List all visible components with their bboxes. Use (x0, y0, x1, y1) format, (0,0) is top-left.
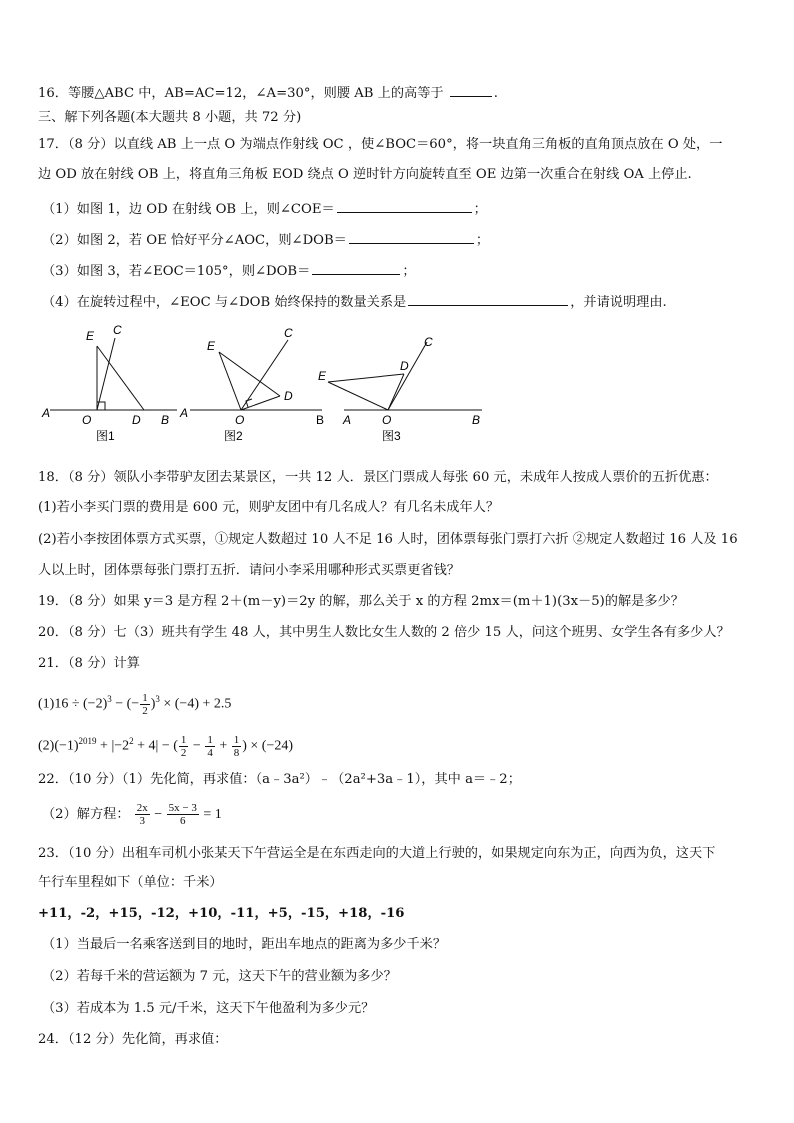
q18-line2: (1)若小李买门票的费用是 600 元，则驴友团中有几名成人？有几名未成年人？ (38, 500, 500, 515)
q23-part2: （2）若每千米的营运额为 7 元，这天下午的营业额为多少？ (42, 969, 397, 984)
q16-tail: . (493, 86, 498, 101)
q22-part1: 22．（10 分）（1）先化简，再求值：（a﹣3a²）﹣（2a²+3a﹣1），其中 a＝﹣2； (38, 772, 521, 787)
fig1-label-O: O (82, 413, 92, 427)
q17-part4 (42, 291, 667, 313)
fig2-label-D: D (284, 389, 293, 403)
fig1-label-E: E (86, 329, 95, 343)
fig1-label-D: D (132, 413, 141, 427)
q21-e2-mid: + |−2 (96, 738, 130, 754)
q17-part4-text: （4）在旋转过程中，∠EOC 与∠DOB 始终保持的数量关系是 (42, 295, 407, 310)
q21-e1-num: 1 (142, 691, 148, 704)
fig2-label-O: O (235, 413, 245, 427)
q17-part3-text: （3）如图 3，若∠EOC＝105°，则∠DOB＝ (42, 264, 311, 279)
q17-part3-end: ； (402, 264, 416, 279)
q17-part3-blank[interactable] (312, 260, 400, 275)
q21-e2-tail: ) × (−24) (242, 738, 293, 754)
figure-1 (50, 338, 177, 410)
q17-part1-end: ； (473, 202, 487, 217)
q21-e2-frac1: $\frac{1}{2}$ (180, 733, 187, 759)
q21-e2-pre: (2)(−1) (38, 738, 79, 754)
q23-part1: （1）当最后一名乘客送到目的地时，距出车地点的距离为多少千米？ (42, 937, 447, 952)
q21-e2-exp1: 2019 (78, 736, 97, 746)
q17-part2-text: （2）如图 2，若 OE 恰好平分∠AOC，则∠DOB＝ (42, 233, 347, 248)
fig1-label-A: A (42, 406, 51, 420)
q22-part2-label: （2）解方程： (42, 807, 130, 822)
q21-e1-tail: × (−4) + 2.5 (159, 696, 232, 712)
q17-part1-text: （1）如图 1，边 OD 在射线 OB 上，则∠COE＝ (42, 202, 335, 217)
q17-part4-end: ，并请说明理由. (570, 295, 667, 310)
q21-expr2: $(2)(-1)^{2019} + |-2^2 + 4|$ − ( $\frac{1}{2}$ − $\frac{1}{4}$ + $\frac{1}{8}$ ) × (−24) (38, 733, 293, 759)
q17-part4-blank[interactable] (408, 291, 568, 306)
fig2-caption: 图2 (224, 429, 243, 443)
q21-expr1 (38, 684, 231, 720)
q21-heading: 21．（8 分）计算 (38, 656, 140, 671)
q17-part1-blank[interactable] (337, 198, 472, 213)
question-16 (38, 82, 498, 104)
q21-e1-post: ) (150, 696, 156, 712)
q23-line2: 午行车里程如下（单位：千米） (38, 875, 223, 890)
fig3-label-E: E (318, 369, 327, 383)
q17-line1: 17．（8 分）以直线 AB 上一点 O 为端点作射线 OC ，使∠BOC＝60°，将一块直角三角板的直角顶点放在 O 处，一 (38, 137, 723, 152)
question-19: 19．（8 分）如果 y＝3 是方程 2＋(m－y)＝2y 的解，那么关于 x 的方程 2mx＝(m＋1)(3x－5)的解是多少？ (38, 594, 684, 609)
q17-figures (32, 318, 502, 448)
q23-mileage-data: +11，-2，+15，-12，+10，-11，+5，-15，+18，-16 (38, 906, 405, 921)
q22-frac2: $\frac{5x - 3}{6}$ (168, 802, 197, 828)
fig3-label-C: C (424, 335, 433, 349)
fig2-label-C: C (284, 326, 293, 340)
q16-answer-blank[interactable] (450, 82, 492, 97)
q22-part2 (42, 800, 222, 830)
fig3-label-D: D (400, 359, 409, 373)
q21-e1-frac (140, 692, 150, 717)
q23-part3: （3）若成本为 1.5 元/千米，这天下午他盈利为多少元？ (42, 1001, 375, 1016)
q21-e1-den: 2 (142, 704, 148, 717)
q21-e1-exp1: 3 (107, 694, 112, 704)
q22-equation: $\frac{2x}{3}$ − $\frac{5x - 3}{6}$ = 1 (136, 802, 222, 828)
q21-e1-exp2: 3 (155, 694, 160, 704)
fig1-label-B: B (161, 413, 170, 427)
q21-e2-frac2: $\frac{1}{4}$ (207, 733, 213, 759)
figure-3 (328, 342, 482, 410)
fig3-label-A: A (343, 413, 352, 427)
q17-part2 (42, 229, 489, 251)
q16-text: 16．等腰△ABC 中，AB=AC=12，∠A=30°，则腰 AB 上的高等于 (38, 86, 444, 101)
fig3-label-O: O (382, 413, 392, 427)
q18-line3: (2)若小李按团体票方式买票，①规定人数超过 10 人不足 16 人时，团体票每张门票打六折 ②规定人数超过 16 人及 16 (38, 532, 738, 547)
q18-line4: 人以上时，团体票每张门票打五折．请问小李采用哪种形式买票更省钱？ (38, 563, 460, 578)
fig1-caption: 图1 (96, 429, 115, 443)
q17-part2-blank[interactable] (349, 229, 474, 244)
question-20: 20．（8 分）七（3）班共有学生 48 人，其中男生人数比女生人数的 2 倍少 15 人，问这个班男、女学生各有多少人？ (38, 625, 730, 640)
q21-e1-pre: (1)16 ÷ (−2) (38, 696, 108, 712)
q17-line2: 边 OD 放在射线 OB 上，将直角三角板 EOD 绕点 O 逆时针方向旋转直至 OE 边第一次重合在射线 OA 上停止. (38, 167, 692, 182)
q17-part2-end: ； (475, 233, 490, 248)
q18-line1: 18．（8 分）领队小李带驴友团去某景区，一共 12 人．景区门票成人每张 60 元，未成年人按成人票价的五折优惠： (38, 470, 718, 485)
q17-part3 (42, 260, 416, 282)
q21-e1-mid: − (− (111, 696, 140, 712)
fig1-label-C: C (113, 323, 122, 337)
question-24: 24．（12 分）先化简，再求值： (38, 1032, 228, 1047)
q17-part1 (42, 198, 487, 220)
fig3-label-B: B (472, 413, 481, 427)
q21-e2-abs-tail: + 4| − ( (133, 738, 178, 754)
section-heading: 三、解下列各题(本大题共 8 小题，共 72 分) (38, 110, 302, 125)
fig2-label-E: E (207, 339, 216, 353)
q21-e2-frac3: $\frac{1}{8}$ (233, 733, 240, 759)
q21-e2-exp2: 2 (129, 736, 134, 746)
q23-line1: 23．（10 分）出租车司机小张某天下午营运全是在东西走向的大道上行驶的，如果规定向东为正，向西为负，这天下 (38, 846, 716, 861)
fig2-label-B: B (316, 413, 325, 427)
fig3-caption: 图3 (382, 429, 401, 443)
fig2-label-A: A (180, 406, 189, 420)
q22-frac1: $\frac{2x}{3}$ (136, 802, 148, 828)
